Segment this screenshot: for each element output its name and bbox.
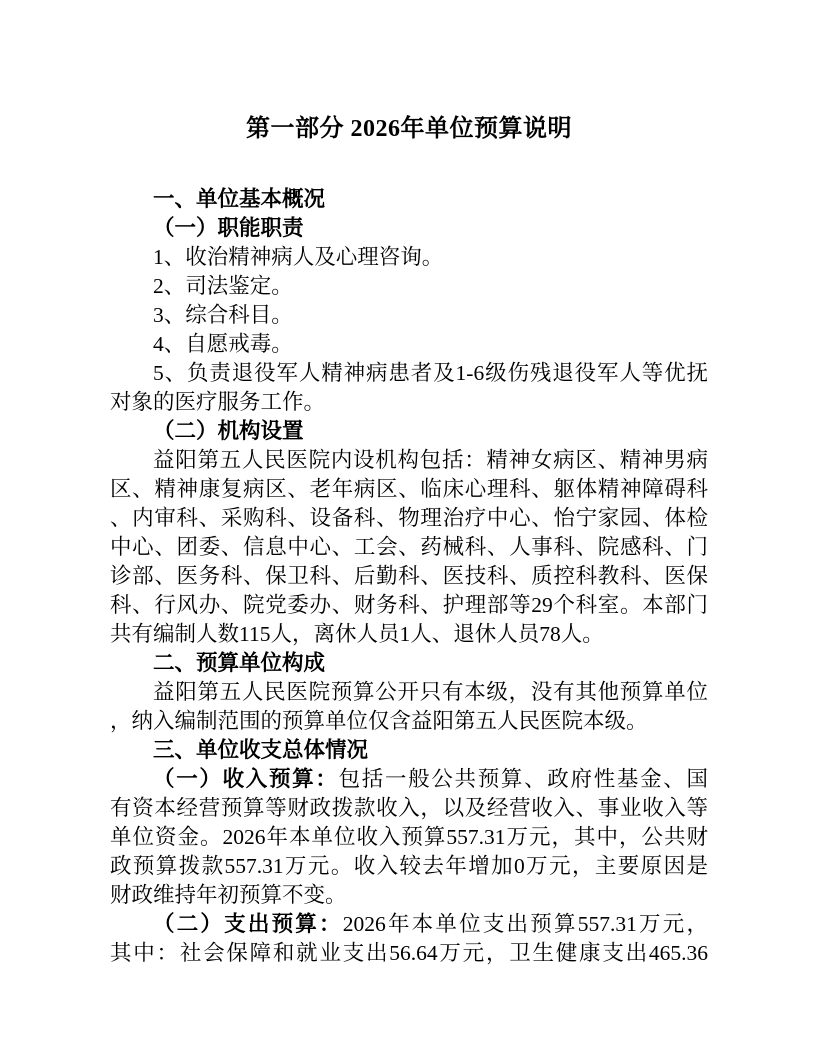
text-line [110,649,708,678]
text-line [110,359,708,388]
text-line [110,678,708,707]
text-line [110,939,708,968]
text-line [110,562,708,591]
text-line [110,910,708,939]
text-run: 2026年本单位支出预算557.31万元， [342,912,708,936]
text-run: 5、负责退役军人精神病患者及1-6级伤残退役军人等优抚 [153,361,708,385]
text-run: 4、自愿戒毒。 [153,332,293,356]
document-title: 第一部分 2026年单位预算说明 [246,116,572,142]
text-run: 诊部、医务科、保卫科、后勤科、医技科、质控科教科、医保 [110,564,708,588]
text-line [110,591,708,620]
text-run-bold: （一）收入预算： [153,767,339,791]
text-line [110,475,708,504]
text-run: 政预算拨款557.31万元。收入较去年增加0万元，主要原因是 [110,854,708,878]
text-line [110,301,708,330]
text-line [110,504,708,533]
text-run-bold: （二）机构设置 [153,419,304,443]
text-run: ，纳入编制范围的预算单位仅含益阳第五人民医院本级。 [110,709,648,733]
text-run: 中心、团委、信息中心、工会、药械科、人事科、院感科、门 [110,535,708,559]
text-line [110,765,708,794]
text-run: 1、收治精神病人及心理咨询。 [153,245,444,269]
text-line [110,881,708,910]
text-line [110,852,708,881]
text-run: 单位资金。2026年本单位收入预算557.31万元，其中，公共财 [110,825,708,849]
text-run: 、内审科、采购科、设备科、物理治疗中心、怡宁家园、体检 [110,506,708,530]
text-line [110,446,708,475]
text-run: 区、精神康复病区、老年病区、临床心理科、躯体精神障碍科 [110,477,708,501]
text-line [110,823,708,852]
text-run: 有资本经营预算等财政拨款收入，以及经营收入、事业收入等 [110,796,708,820]
text-line [110,736,708,765]
text-run: 益阳第五人民医院预算公开只有本级，没有其他预算单位 [153,680,708,704]
text-run-bold: （二）支出预算： [153,912,343,936]
text-run-bold: 一、单位基本概况 [153,187,326,211]
text-line [110,330,708,359]
text-line [110,388,708,417]
text-run: 对象的医疗服务工作。 [110,390,326,414]
text-run: 其中：社会保障和就业支出56.64万元，卫生健康支出465.36 [110,941,708,965]
text-run: 财政维持年初预算不变。 [110,883,347,907]
text-run: 益阳第五人民医院内设机构包括：精神女病区、精神男病 [153,448,708,472]
text-line [110,214,708,243]
text-line [110,794,708,823]
text-run-bold: 三、单位收支总体情况 [153,738,369,762]
text-run-bold: （一）职能职责 [153,216,304,240]
text-line [110,620,708,649]
text-line [110,243,708,272]
text-run: 2、司法鉴定。 [153,274,293,298]
text-run: 3、综合科目。 [153,303,293,327]
text-run-bold: 二、预算单位构成 [153,651,326,675]
text-run: 共有编制人数115人，离休人员1人、退休人员78人。 [110,622,604,646]
text-line [110,417,708,446]
text-line [110,185,708,214]
text-line [110,707,708,736]
text-line [110,533,708,562]
text-run: 科、行风办、院党委办、财务科、护理部等29个科室。本部门 [110,593,708,617]
document-body [110,185,708,968]
text-line [110,272,708,301]
text-run: 包括一般公共预算、政府性基金、国 [338,767,708,791]
